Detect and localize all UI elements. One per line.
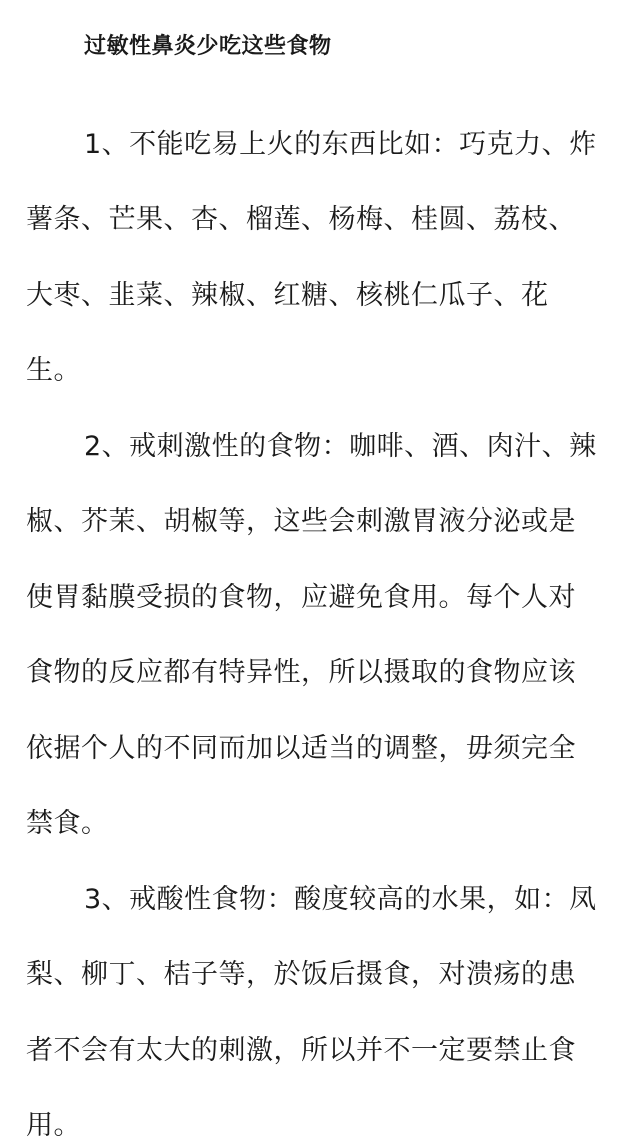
paragraph-3-line-4: 用。	[26, 1110, 81, 1141]
paragraph-1-line-3: 大枣、韭菜、辣椒、红糖、核桃仁瓜子、花	[26, 280, 549, 311]
paragraph-2-line-1: 2、戒刺激性的食物：咖啡、酒、肉汁、辣	[84, 431, 597, 462]
paragraph-3-line-2: 梨、柳丁、桔子等，於饭后摄食，对溃疡的患	[26, 959, 576, 990]
paragraph-2-line-2: 椒、芥茉、胡椒等，这些会刺激胃液分泌或是	[26, 506, 576, 537]
paragraph-2-line-5: 依据个人的不同而加以适当的调整，毋须完全	[26, 733, 576, 764]
paragraph-2-line-3: 使胃黏膜受损的食物，应避免食用。每个人对	[26, 582, 576, 613]
paragraph-2-line-4: 食物的反应都有特异性，所以摄取的食物应该	[26, 657, 576, 688]
paragraph-1-line-2: 薯条、芒果、杏、榴莲、杨梅、桂圆、荔枝、	[26, 204, 576, 235]
paragraph-1-line-4: 生。	[26, 355, 81, 386]
paragraph-3-line-1: 3、戒酸性食物：酸度较高的水果，如：凤	[84, 884, 597, 915]
article-title: 过敏性鼻炎少吃这些食物	[84, 34, 332, 59]
paragraph-3-line-3: 者不会有太大的刺激，所以并不一定要禁止食	[26, 1035, 576, 1066]
paragraph-1-line-1: 1、不能吃易上火的东西比如：巧克力、炸	[84, 129, 597, 160]
paragraph-2-line-6: 禁食。	[26, 808, 109, 839]
